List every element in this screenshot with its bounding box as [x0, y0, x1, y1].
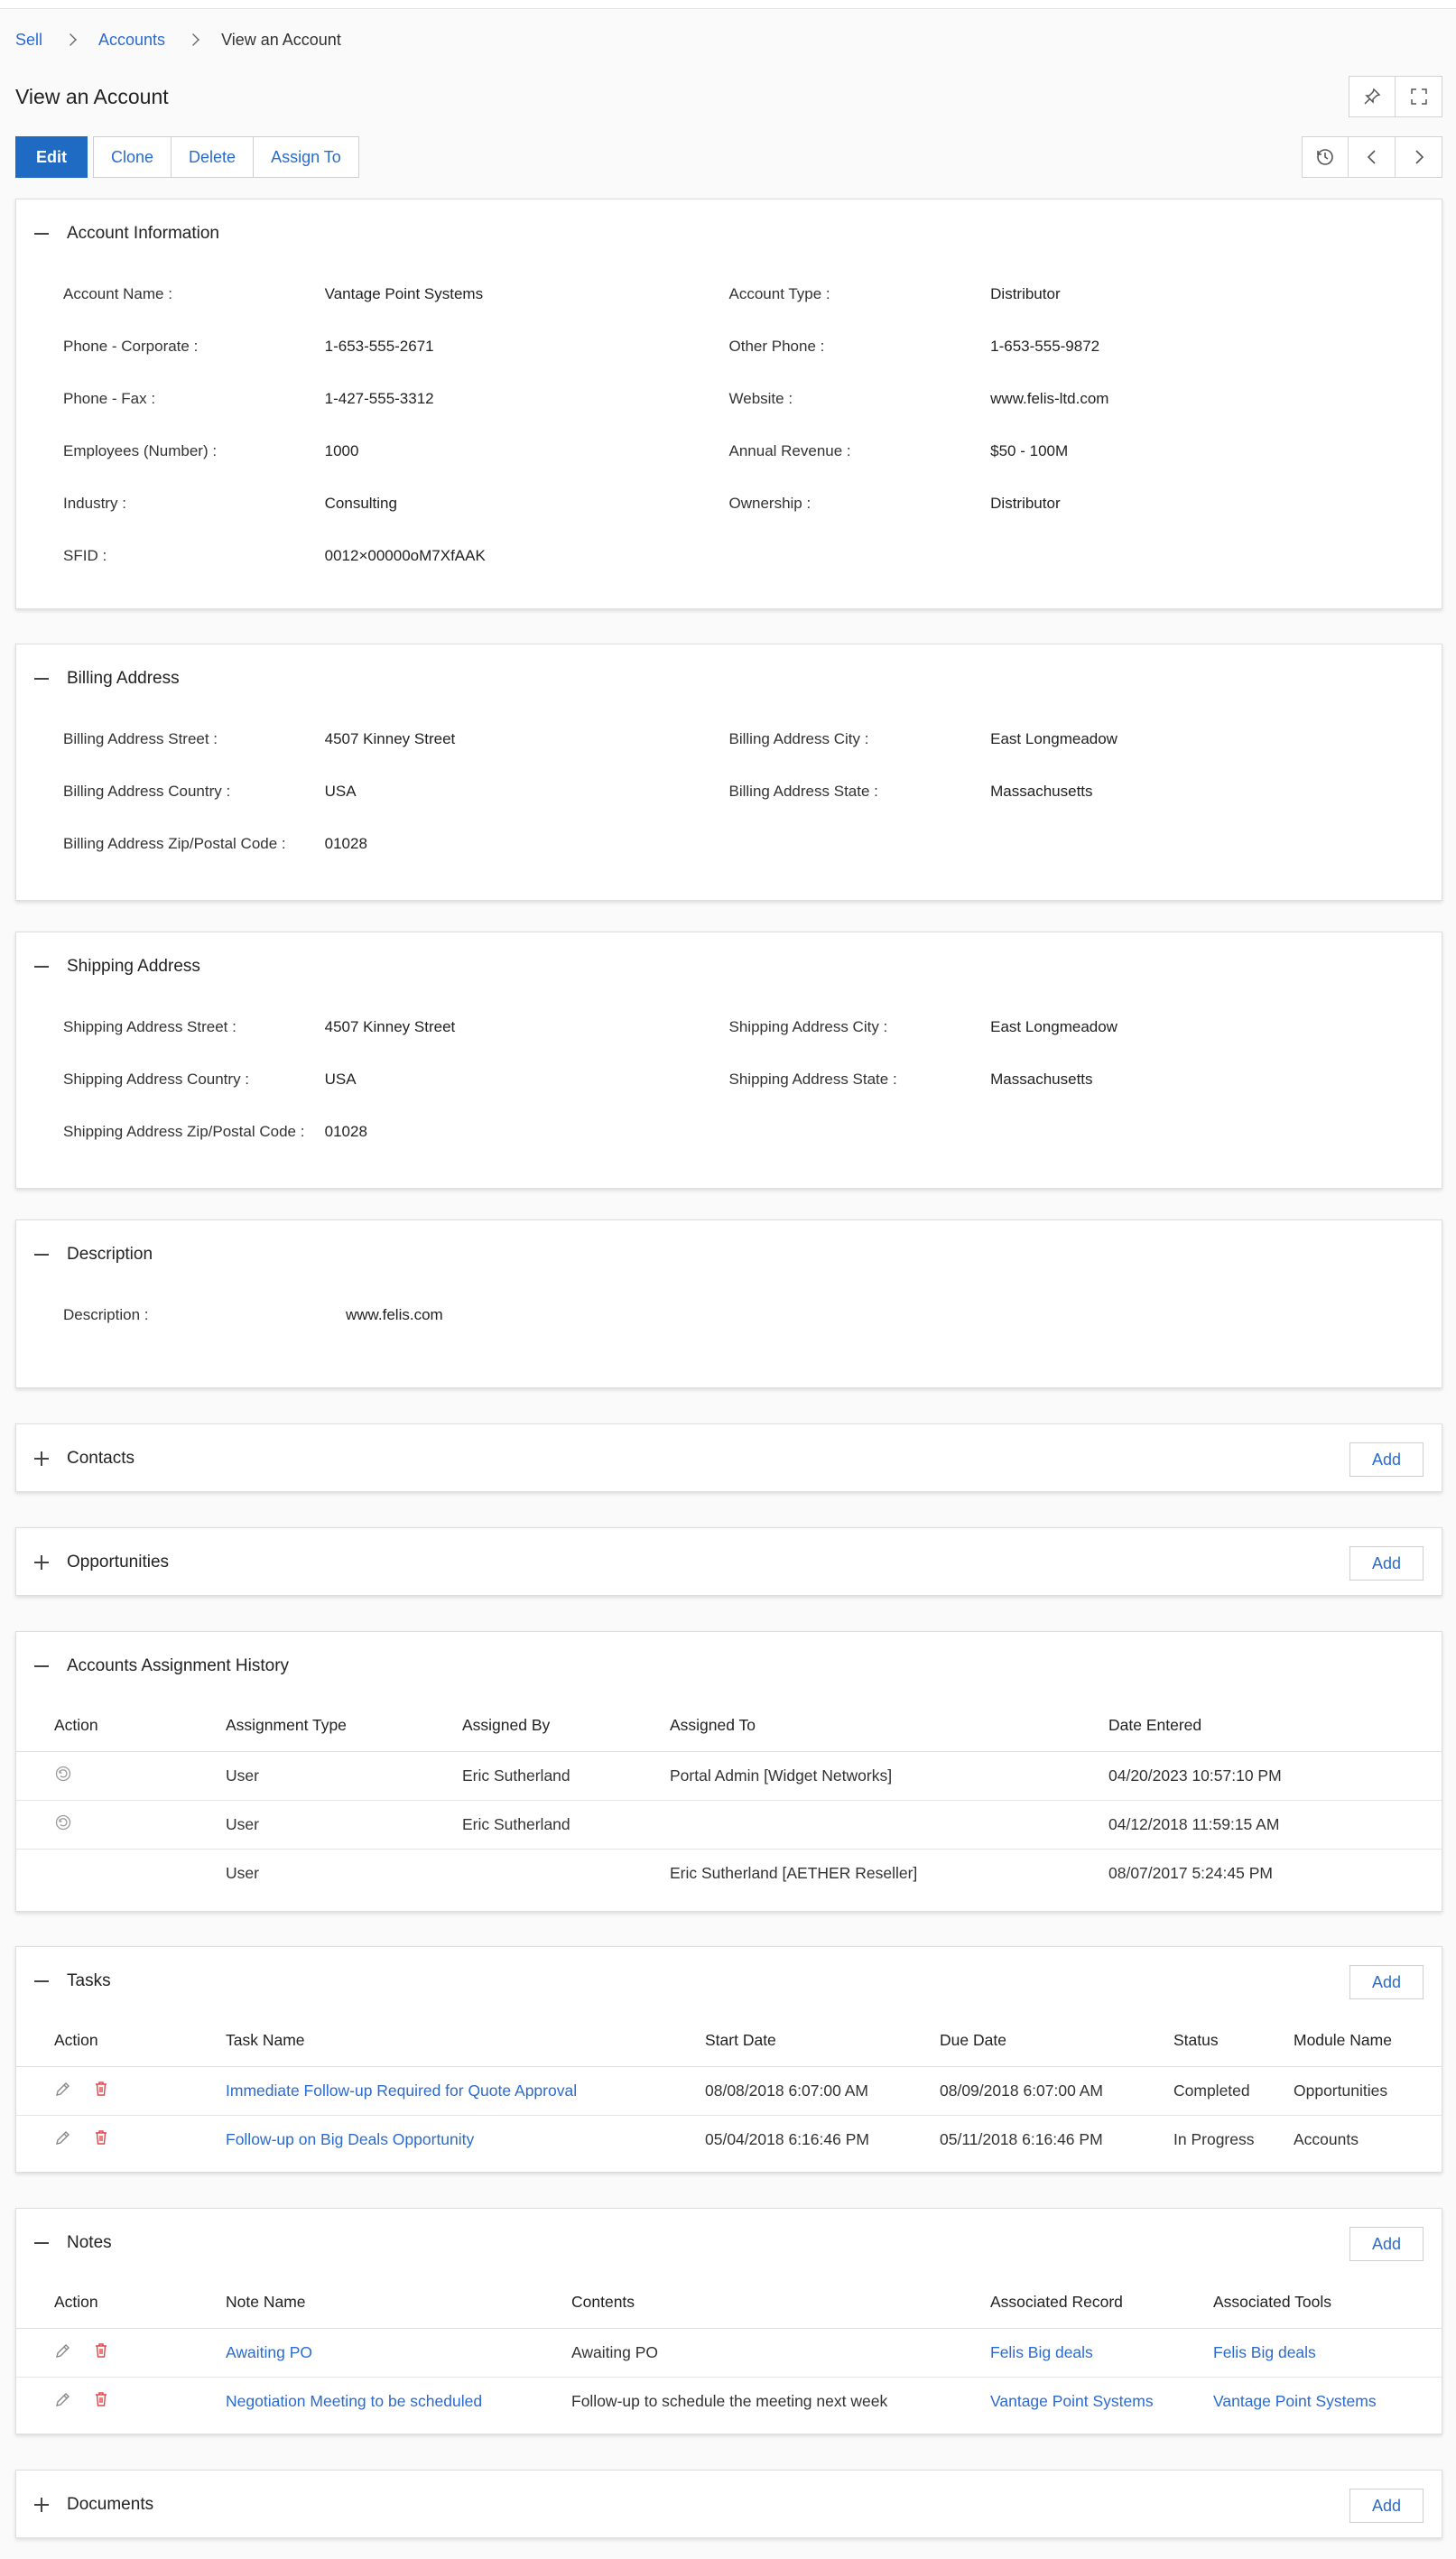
- field-label: Shipping Address Country :: [63, 1071, 250, 1088]
- panel-title: Tasks: [67, 1971, 111, 1990]
- status-cell: In Progress: [1173, 2129, 1255, 2148]
- associated-record-link[interactable]: Felis Big deals: [990, 2328, 1213, 2377]
- chevron-left-icon: [1363, 148, 1381, 166]
- field-row: [63, 713, 1395, 765]
- assignment-type-cell: User: [226, 1751, 462, 1800]
- table-row: [16, 1751, 1442, 1800]
- tasks-table: [16, 2016, 1442, 2164]
- add-contact-button[interactable]: Add: [1349, 1442, 1424, 1477]
- field-label: Website :: [728, 390, 793, 407]
- action-cell: [16, 1800, 226, 1849]
- action-cell: [16, 2115, 226, 2164]
- field-value: 1000: [324, 442, 359, 459]
- documents-panel: [15, 2470, 1442, 2538]
- field-label: Shipping Address Zip/Postal Code :: [63, 1123, 305, 1140]
- column-header: Task Name: [226, 2016, 705, 2066]
- field-value: Massachusetts: [990, 1071, 1093, 1088]
- panel-title: Accounts Assignment History: [67, 1656, 290, 1675]
- table-row: [16, 2066, 1442, 2115]
- module-name-cell: Accounts: [1294, 2129, 1359, 2148]
- delete-button[interactable]: Delete: [172, 136, 254, 178]
- collapse-icon[interactable]: [34, 672, 49, 686]
- panel-title: Contacts: [67, 1449, 134, 1468]
- expand-icon[interactable]: [34, 1555, 49, 1570]
- field-value: 1-653-555-2671: [324, 338, 434, 355]
- column-header: Contents: [571, 2277, 990, 2328]
- expand-icon[interactable]: [34, 1451, 49, 1466]
- column-header: Associated Tools: [1213, 2277, 1442, 2328]
- description-panel: [15, 1219, 1442, 1388]
- assignment-type-cell: User: [226, 1800, 462, 1849]
- field-label: Phone - Fax :: [63, 390, 156, 407]
- start-date-cell: 05/04/2018 6:16:46 PM: [705, 2129, 869, 2148]
- fullscreen-button[interactable]: [1396, 76, 1442, 117]
- tasks-panel: [15, 1946, 1442, 2173]
- add-opportunity-button[interactable]: Add: [1349, 1546, 1424, 1581]
- field-value: Consulting: [324, 495, 397, 512]
- field-value: 1-653-555-9872: [990, 338, 1100, 355]
- previous-record-button[interactable]: [1349, 136, 1396, 178]
- row-actions: [54, 2341, 226, 2364]
- action-cell: [16, 1751, 226, 1800]
- status-cell: Completed: [1173, 2066, 1294, 2115]
- action-cell: [16, 2377, 226, 2425]
- note-name-link[interactable]: Negotiation Meeting to be scheduled: [226, 2391, 483, 2410]
- contacts-panel: [15, 1423, 1442, 1492]
- trash-icon[interactable]: [92, 2390, 110, 2413]
- field-value: 4507 Kinney Street: [324, 730, 456, 747]
- assign-to-button[interactable]: Assign To: [254, 136, 359, 178]
- due-date-cell: 05/11/2018 6:16:46 PM: [940, 2129, 1103, 2148]
- description-label: Description :: [63, 1306, 149, 1323]
- expand-icon[interactable]: [34, 2498, 49, 2512]
- task-name-link[interactable]: Follow-up on Big Deals Opportunity: [226, 2129, 475, 2148]
- task-name-link[interactable]: Immediate Follow-up Required for Quote Approval: [226, 2066, 705, 2115]
- field-label: Billing Address State :: [728, 783, 878, 800]
- trash-icon[interactable]: [92, 2080, 110, 2102]
- field-value: 1-427-555-3312: [324, 390, 434, 407]
- row-actions: [54, 2080, 226, 2102]
- assigned-by-cell: Eric Sutherland: [462, 1800, 670, 1849]
- field-row: [63, 530, 1395, 582]
- contents-cell: Awaiting PO: [571, 2328, 990, 2377]
- opportunities-panel: [15, 1527, 1442, 1596]
- due-date-cell: 08/09/2018 6:07:00 AM: [940, 2066, 1173, 2115]
- field-label: Shipping Address Street :: [63, 1018, 236, 1035]
- panel-title: Notes: [67, 2233, 112, 2252]
- action-cell: [16, 2066, 226, 2115]
- field-row: [63, 1053, 1395, 1106]
- column-header: Assigned To: [670, 1701, 1108, 1751]
- collapse-icon[interactable]: [34, 960, 49, 974]
- assignment-type-cell: User: [226, 1863, 259, 1882]
- field-value: USA: [324, 783, 357, 800]
- pin-icon: [1363, 88, 1381, 106]
- edit-icon[interactable]: [54, 2080, 72, 2102]
- field-label: Billing Address Street :: [63, 730, 218, 747]
- shipping-address-panel: [15, 932, 1442, 1189]
- panel-title: Description: [67, 1245, 153, 1264]
- field-label: SFID :: [63, 547, 107, 564]
- field-label: Other Phone :: [728, 338, 825, 355]
- field-row: [63, 477, 1395, 530]
- field-label: Shipping Address City :: [728, 1018, 888, 1035]
- field-value: Vantage Point Systems: [324, 285, 484, 302]
- column-header: Action: [16, 2277, 226, 2328]
- field-row: [63, 1001, 1395, 1053]
- row-actions: [54, 2128, 226, 2151]
- date-entered-cell: 04/20/2023 10:57:10 PM: [1108, 1751, 1442, 1800]
- field-row: [63, 268, 1395, 320]
- column-header: Module Name: [1294, 2016, 1442, 2066]
- edit-icon[interactable]: [54, 2341, 72, 2364]
- chevron-right-icon: [64, 33, 77, 46]
- field-label: Account Name :: [63, 285, 172, 302]
- add-note-button[interactable]: Add: [1349, 2227, 1424, 2261]
- field-value: 0012×00000oM7XfAAK: [324, 547, 486, 564]
- field-label: Industry :: [63, 495, 126, 512]
- row-actions: [54, 2390, 226, 2413]
- table-row: [16, 1800, 1442, 1849]
- column-header: Action: [16, 1701, 226, 1751]
- action-cell: [16, 1849, 226, 1897]
- associated-tools-link[interactable]: Vantage Point Systems: [1213, 2391, 1377, 2410]
- add-task-button[interactable]: Add: [1349, 1965, 1424, 1999]
- field-value: Massachusetts: [990, 783, 1093, 800]
- column-header: Note Name: [226, 2277, 571, 2328]
- next-record-button[interactable]: [1396, 136, 1442, 178]
- field-value: 01028: [324, 835, 367, 852]
- revert-icon[interactable]: [54, 1768, 72, 1786]
- trash-icon[interactable]: [92, 2128, 110, 2151]
- field-label: Shipping Address State :: [728, 1071, 897, 1088]
- field-value: 4507 Kinney Street: [324, 1018, 456, 1035]
- collapse-icon[interactable]: [34, 1974, 49, 1989]
- field-label: Ownership :: [728, 495, 811, 512]
- column-header: Status: [1173, 2016, 1294, 2066]
- assigned-by-cell: [462, 1849, 670, 1897]
- field-row: [63, 1106, 1395, 1158]
- action-cell: [16, 2328, 226, 2377]
- assigned-by-cell: Eric Sutherland: [462, 1751, 670, 1800]
- field-label: Annual Revenue :: [728, 442, 851, 459]
- top-bar: [0, 0, 1456, 9]
- field-row: [63, 425, 1395, 477]
- module-name-cell: Opportunities: [1294, 2066, 1442, 2115]
- billing-address-panel: [15, 644, 1442, 901]
- history-icon: [1315, 147, 1335, 167]
- field-row: [63, 818, 1395, 870]
- field-value: Distributor: [990, 495, 1061, 512]
- column-header: Action: [16, 2016, 226, 2066]
- associated-record-link[interactable]: Vantage Point Systems: [990, 2391, 1154, 2410]
- date-entered-cell: 08/07/2017 5:24:45 PM: [1108, 1863, 1273, 1882]
- breadcrumb-accounts[interactable]: Accounts: [98, 30, 166, 49]
- table-row: [16, 2115, 1442, 2164]
- panel-title: Billing Address: [67, 669, 180, 688]
- column-header: Associated Record: [990, 2277, 1213, 2328]
- collapse-icon[interactable]: [34, 2236, 49, 2250]
- panel-title: Documents: [67, 2495, 154, 2514]
- field-label: Billing Address City :: [728, 730, 869, 747]
- field-value: www.felis-ltd.com: [990, 390, 1109, 407]
- field-label: Billing Address Zip/Postal Code :: [63, 835, 286, 852]
- field-row: [63, 320, 1395, 373]
- field-value: Distributor: [990, 285, 1061, 302]
- field-value: $50 - 100M: [990, 442, 1069, 459]
- field-label: Employees (Number) :: [63, 442, 218, 459]
- edit-button[interactable]: Edit: [15, 136, 88, 178]
- panel-title: Opportunities: [67, 1553, 170, 1572]
- date-entered-cell: 04/12/2018 11:59:15 AM: [1108, 1800, 1442, 1849]
- edit-icon[interactable]: [54, 2128, 72, 2151]
- associated-tools-link[interactable]: Felis Big deals: [1213, 2328, 1442, 2377]
- history-button[interactable]: [1302, 136, 1349, 178]
- breadcrumb: [15, 9, 1442, 70]
- field-label: Billing Address Country :: [63, 783, 231, 800]
- column-header: Date Entered: [1108, 1701, 1442, 1751]
- field-value: East Longmeadow: [990, 1018, 1118, 1035]
- trash-icon[interactable]: [92, 2341, 110, 2364]
- table-row: [16, 2328, 1442, 2377]
- page: [15, 9, 1442, 2515]
- assigned-to-cell: Eric Sutherland [AETHER Reseller]: [670, 1863, 918, 1882]
- breadcrumb-current: View an Account: [221, 30, 341, 49]
- account-information-panel: [15, 199, 1442, 609]
- field-value: East Longmeadow: [990, 730, 1118, 747]
- column-header: Start Date: [705, 2016, 940, 2066]
- panel-title: Shipping Address: [67, 957, 200, 976]
- chevron-right-icon: [1410, 148, 1428, 166]
- page-title: View an Account: [15, 84, 169, 108]
- field-row: [63, 765, 1395, 818]
- column-header: Due Date: [940, 2016, 1173, 2066]
- column-header: Assignment Type: [226, 1701, 462, 1751]
- expand-icon: [1410, 88, 1428, 106]
- table-row: [16, 1849, 1442, 1897]
- field-value: 01028: [324, 1123, 367, 1140]
- field-row: [63, 373, 1395, 425]
- field-value: USA: [324, 1071, 357, 1088]
- assignment-history-panel: [15, 1631, 1442, 1912]
- breadcrumb-sell[interactable]: Sell: [15, 30, 43, 49]
- notes-panel: [15, 2208, 1442, 2434]
- collapse-icon[interactable]: [34, 1659, 49, 1674]
- field-label: Phone - Corporate :: [63, 338, 199, 355]
- panel-title: Account Information: [67, 224, 219, 243]
- notes-table: [16, 2277, 1442, 2425]
- note-name-link[interactable]: Awaiting PO: [226, 2328, 571, 2377]
- collapse-icon[interactable]: [34, 227, 49, 241]
- chevron-right-icon: [187, 33, 199, 46]
- column-header: Assigned By: [462, 1701, 670, 1751]
- assigned-to-cell: [670, 1800, 1108, 1849]
- start-date-cell: 08/08/2018 6:07:00 AM: [705, 2066, 940, 2115]
- assigned-to-cell: Portal Admin [Widget Networks]: [670, 1751, 1108, 1800]
- description-value: www.felis.com: [346, 1306, 443, 1323]
- field-label: Account Type :: [728, 285, 830, 302]
- add-document-button[interactable]: Add: [1349, 2489, 1424, 2523]
- contents-cell: Follow-up to schedule the meeting next week: [571, 2391, 888, 2410]
- edit-icon[interactable]: [54, 2390, 72, 2413]
- clone-button[interactable]: Clone: [93, 136, 172, 178]
- assignment-history-table: [16, 1701, 1442, 1897]
- revert-icon[interactable]: [54, 1817, 72, 1835]
- collapse-icon[interactable]: [34, 1247, 49, 1262]
- pin-button[interactable]: [1349, 76, 1396, 117]
- table-row: [16, 2377, 1442, 2425]
